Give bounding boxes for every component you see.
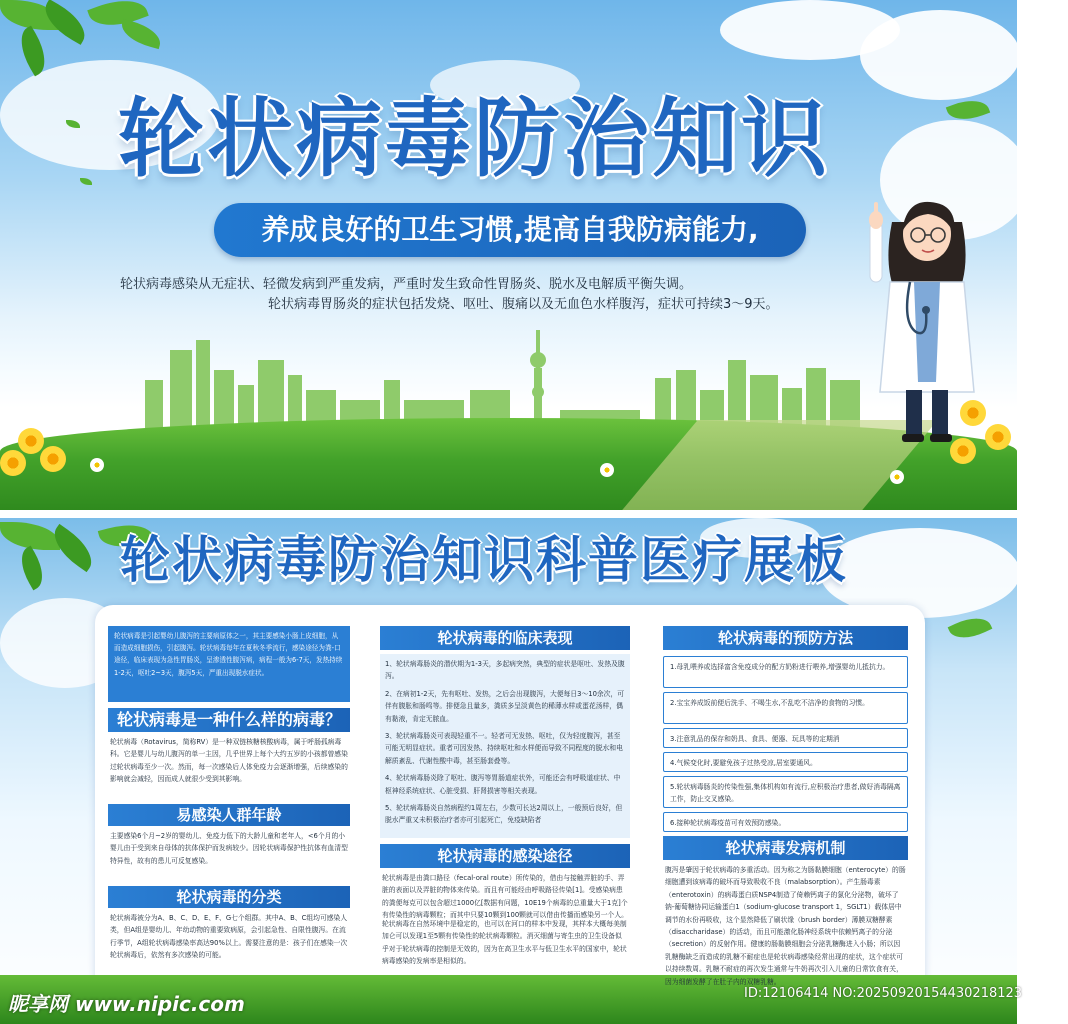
doctor-illustration: [862, 182, 992, 447]
intro-box: 轮状病毒是引起婴幼儿腹泻的主要病原体之一，其主要感染小肠上皮细胞，从而造成细胞损伤，引起腹泻。轮状病毒每年在夏秋冬季流行，感染途径为粪-口途径，临床表现为急性胃肠炎，呈渗透性腹泻病，病程一般为6-7天，发热持续1-2天，呕吐2~3天，腹泻5天，严重出现脱水症状。: [108, 626, 350, 702]
section-heading: 轮状病毒发病机制: [663, 836, 908, 860]
watermark-id: ID:12106414 NO:20250920154430218123: [744, 986, 1023, 1001]
leaf-decoration: [948, 610, 993, 645]
list-item: 5、轮状病毒肠炎自然病程约1周左右，少数可长达2周以上，一般预后良好，但脱水严重又未积极治疗者亦可引起死亡，免疫缺陷者: [385, 804, 623, 825]
column-left: [108, 626, 350, 984]
section-heading: 轮状病毒的感染途径: [380, 844, 630, 868]
leaf-decoration: [80, 178, 92, 185]
flower-icon: [40, 446, 66, 472]
clinical-list: [380, 654, 630, 838]
section-heading: 轮状病毒的预防方法: [663, 626, 908, 650]
column-middle: [380, 626, 630, 966]
leaf-decoration: [118, 19, 164, 49]
section-heading: 易感染人群年龄: [108, 804, 350, 826]
flower-icon: [0, 450, 26, 476]
prevention-item: 2.宝宝养成饭前便后洗手、不喝生水,不乱吃不洁净的食物的习惯。: [663, 692, 908, 724]
slogan-banner: 养成良好的卫生习惯,提高自我防病能力,: [214, 203, 806, 257]
section-text: 轮状病毒是由粪口路径（fecal-oral route）所传染的，借由与接触弄脏的手、弄脏的表面以及弄脏的物体来传染。而且有可能经由呼吸路径传染[1]。受感染病患的粪便每克可以包含超过1000亿[数据有问题，10E19个病毒的总重量大于1克]个有传染性的病毒颗粒；而其中只要10颗到100颗就可以借由传播而感染另一个人。: [382, 874, 628, 920]
list-item: 1、轮状病毒肠炎的潜伏期为1-3天，多起病突然，典型的症状是呕吐、发热及腹泻。: [385, 660, 625, 681]
intro-line-2: 轮状病毒胃肠炎的症状包括发烧、呕吐、腹痛以及无血色水样腹泻，症状可持续3～9天。: [268, 297, 779, 312]
flower-icon: [600, 463, 614, 477]
page-title: 轮状病毒防治知识: [118, 89, 830, 189]
flower-icon: [890, 470, 904, 484]
section-text: 轮状病毒被分为A、B、C、D、E、F、G七个组群。其中A、B、C组均可感染人类，但A组是婴幼儿、年幼动物的重要致病原，会引起急性、自限性腹泻。在流行季节，A组轮状病毒感染率高达90%以上。需要注意的是：孩子们在感染一次轮状病毒后，依然有多次感染的可能。: [110, 914, 348, 960]
section-heading: 轮状病毒的分类: [108, 886, 350, 908]
cloud: [860, 10, 1020, 100]
section-text: 主要感染6个月~2岁的婴幼儿、免疫力低下的大龄儿童和老年人，<6个月的小婴儿由于受到来自母体的抗体保护而发病较少。因轮状病毒保护性抗体有血清型特异性，故有的患儿可反复感染。: [110, 832, 348, 865]
intro-line-1: 轮状病毒感染从无症状、轻微发病到严重发病，严重时发生致命性胃肠炎、脱水及电解质平衡失调。: [120, 277, 693, 292]
flower-icon: [90, 458, 104, 472]
list-item: 3、轮状病毒肠炎可表现轻重不一。轻者可无发热、呕吐，仅为轻度腹泻，甚至可能无明显症状。重者可因发热、持续呕吐和水样便而导致不同程度的脱水和电解质紊乱、代谢性酸中毒，甚至肠套叠等。: [385, 732, 623, 765]
prevention-item: 6.接种轮状病毒疫苗可有效预防感染。: [663, 812, 908, 832]
list-item: 2、在病初1-2天，先有呕吐、发热，之后会出现腹泻，大便每日3～10余次，可伴有腹胀和肠鸣等。排便急且量多，粪质多呈淡黄色的稀薄水样或蛋花汤样，偶有黏液，肯定无脓血。: [385, 689, 625, 723]
section-heading: 轮状病毒是一种什么样的病毒？: [108, 708, 350, 732]
prevention-item: 3.注意乳品的保存和奶具、食具、便器、玩具等的定期消: [663, 728, 908, 748]
prevention-item: 4.气候变化时,要避免孩子过热受凉,居室要通风。: [663, 752, 908, 772]
section-heading: 轮状病毒的临床表现: [380, 626, 630, 650]
section-text: 轮状病毒在自然环境中是稳定的，也可以在河口的样本中发现，其样本大概每美制加仑可以发现1至5颗有传染性的轮状病毒颗粒。消灭细菌与寄生虫的卫生设备似乎对于轮状病毒的控制是无效的，因为在高卫生水平与低卫生水平的国家中，轮状病毒感染的发病率是相似的。: [382, 920, 627, 966]
section-text: 腹泻是肇因于轮状病毒的多重活动。因为称之为肠黏膜细胞（enterocyte）的肠细胞遭到该病毒的破坏而导致吸收不良（malabsorption）。产生肠毒素（enterotoxin）的病毒蛋白质NSP4制造了倚赖钙离子的氯化分泌物，破坏了钠-葡萄糖协同运输蛋白1（sodium-glucose transport 1，SGLT1）载体居中调节的水份再吸收，这个显然降低了刷状缘（brush border）薄膜双糖酵素（disaccharidase）的活动，而且可能激化肠神经系统中依赖钙离子的分泌（secretion）的反射作用。健康的肠黏膜细胞会分泌乳糖酶进入小肠；所以因乳糖酶缺乏而造成的乳糖不耐症也是轮状病毒感染经常出现的症状，这个症状可以持续数周。乳糖不耐症的再次发生通常与牛奶再次引入儿童的日常饮食有关，因为细菌发酵了在肚子内的双糖乳糖。: [665, 866, 906, 986]
leaf-decoration: [13, 546, 50, 591]
prevention-item: 1.母乳喂养或选择富含免疫成分的配方奶粉进行喂养,增强婴幼儿抵抗力。: [663, 656, 908, 688]
flower-icon: [18, 428, 44, 454]
watermark-logo: 昵享网 www.nipic.com: [8, 992, 245, 1016]
prevention-item: 5.轮状病毒肠炎的传染性强,集体机构如有流行,应积极治疗患者,做好消毒隔离工作，防止交叉感染。: [663, 776, 908, 808]
section-text: 轮状病毒（Rotavirus，简称RV）是一种双链核糖核酸病毒，属于呼肠孤病毒科。它是婴儿与幼儿腹泻的单一主因，几乎世界上每个大约五岁的小孩都曾感染过轮状病毒至少一次。然而，每一次感染后人体免疫力会逐渐增强，后续感染的影响就会减轻，因而成人就很少受到其影响。: [110, 738, 348, 784]
column-right: [663, 626, 908, 986]
board-title: 轮状病毒防治知识科普医疗展板: [120, 531, 848, 589]
list-item: 4、轮状病毒肠炎除了呕吐、腹泻等胃肠道症状外，可能还会有呼吸道症状、中枢神经系统症状、心脏受损、肝肾损害等相关表现。: [385, 774, 621, 795]
